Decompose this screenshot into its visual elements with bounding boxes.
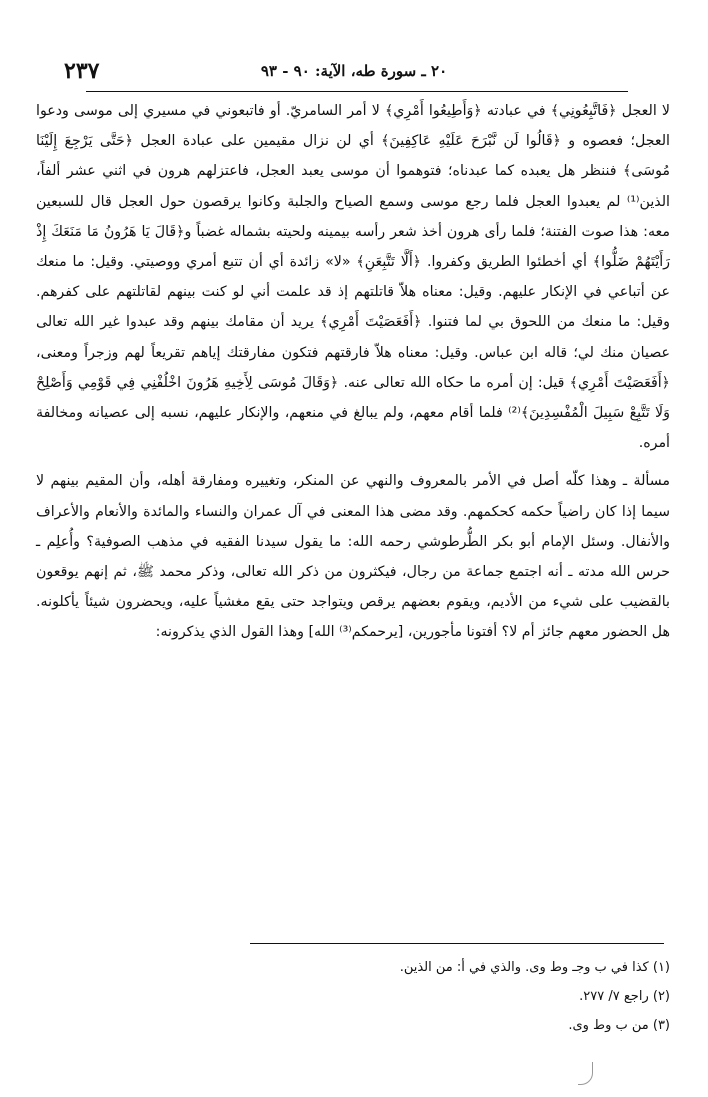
page-corner-mark xyxy=(578,1062,593,1085)
footnote-item: (٢) راجع ٧/ ٢٧٧. xyxy=(579,989,670,1004)
footnote-item: (١) كذا في ب وجـ وط وى. والذي في أ: من الذين. xyxy=(399,960,670,975)
page-body xyxy=(36,96,670,648)
footnotes xyxy=(200,953,670,1040)
page-header xyxy=(44,58,664,92)
paragraph-commentary: لا العجل ﴿فَاتَّبِعُونِي﴾ في عبادته ﴿وَأَطِيعُوا أَمْرِي﴾ لا أمر السامريّ. أو فاتبعوني في مسيري إلى موسى ودعوا العجل؛ فعصوه و ﴿قَالُوا لَن نَّبْرَحَ عَلَيْهِ عَاكِفِينَ﴾ أي لن نزال مقيمين على عبادة العجل ﴿حَتَّى يَرْجِعَ إِلَيْنَا مُوسَى﴾ فننظر هل يعبده كما عبدناه؛ فتوهموا أن موسى يعبد العجل، فاعتزلهم هرون في اثني عشر ألفاً، الذين⁽¹⁾ لم يعبدوا العجل فلما رجع موسى وسمع الصياح والجلبة وكانوا يرقصون حول العجل قال للسبعين معه: هذا صوت الفتنة؛ فلما رأى هرون أخذ شعر رأسه بيمينه ولحيته بشماله غضباً و﴿قَالَ يَا هَرُونُ مَا مَنَعَكَ إِذْ رَأَيْتَهُمْ ضَلُّوا﴾ أي أخطئوا الطريق وكفروا. ﴿أَلَّا تَتَّبِعَنِ﴾ «لا» زائدة أي أن تتبع أمري ووصيتي. وقيل: ما منعك عن أتباعي في الإنكار عليهم. وقيل: معناه هلاّ قاتلتهم إذ قد علمت أني لو كنت بينهم لقاتلتهم على كفرهم. وقيل: ما منعك من اللحوق بي لما فتنوا. ﴿أَفَعَصَيْتَ أَمْرِي﴾ يريد أن مقامك بينهم وقد عبدوا غير الله تعالى عصيان منك لي؛ قاله ابن عباس. وقيل: معناه هلاّ فارقتهم فتكون مفارقتك إياهم تقريعاً لهم وزجراً ومعنى، ﴿أَفَعَصَيْتَ أَمْرِي﴾ قيل: إن أمره ما حكاه الله تعالى عنه. ﴿وَقَالَ مُوسَى لِأَخِيهِ هَرُونَ اخْلُفْنِي فِي قَوْمِي وَأَصْلِحْ وَلَا تَتَّبِعْ سَبِيلَ الْمُفْسِدِينَ﴾⁽²⁾ فلما أقام معهم، ولم يبالغ في منعهم، والإنكار عليهم، نسبه إلى عصيانه ومخالفة أمره. xyxy=(36,103,670,452)
page-number: ٢٣٧ xyxy=(64,58,100,84)
footnote-item: (٣) من ب وط وى. xyxy=(568,1018,670,1033)
header-rule xyxy=(86,91,628,92)
footnote-rule xyxy=(250,943,664,944)
paragraph-masala: مسألة ـ وهذا كلّه أصل في الأمر بالمعروف والنهي عن المنكر، وتغييره ومفارقة أهله، وأن المقيم بينهم لا سيما إذا كان راضياً حكمه كحكمهم. وقد مضى هذا المعنى في آل عمران والنساء والمائدة والأنعام والأعراف والأنفال. وسئل الإمام أبو بكر الطُّرطوشي رحمه الله: ما يقول سيدنا الفقيه في مذهب الصوفية؟ وأُعلِم ـ حرس الله مدته ـ أنه اجتمع جماعة من رجال، فيكثرون من ذكر الله تعالى، وذكر محمد ﷺ، ثم إنهم يوقعون بالقضيب على شيء من الأديم، ويقوم بعضهم يرقص ويتواجد حتى يقع مغشياً عليه، ويحضرون شيئاً يأكلونه. هل الحضور معهم جائز أم لا؟ أفتونا مأجورين، [يرحمكم⁽³⁾ الله] وهذا القول الذي يذكرونه: xyxy=(36,473,670,641)
running-title: ٢٠ ـ سورة طه، الآية: ٩٠ - ٩٣ xyxy=(260,62,448,80)
